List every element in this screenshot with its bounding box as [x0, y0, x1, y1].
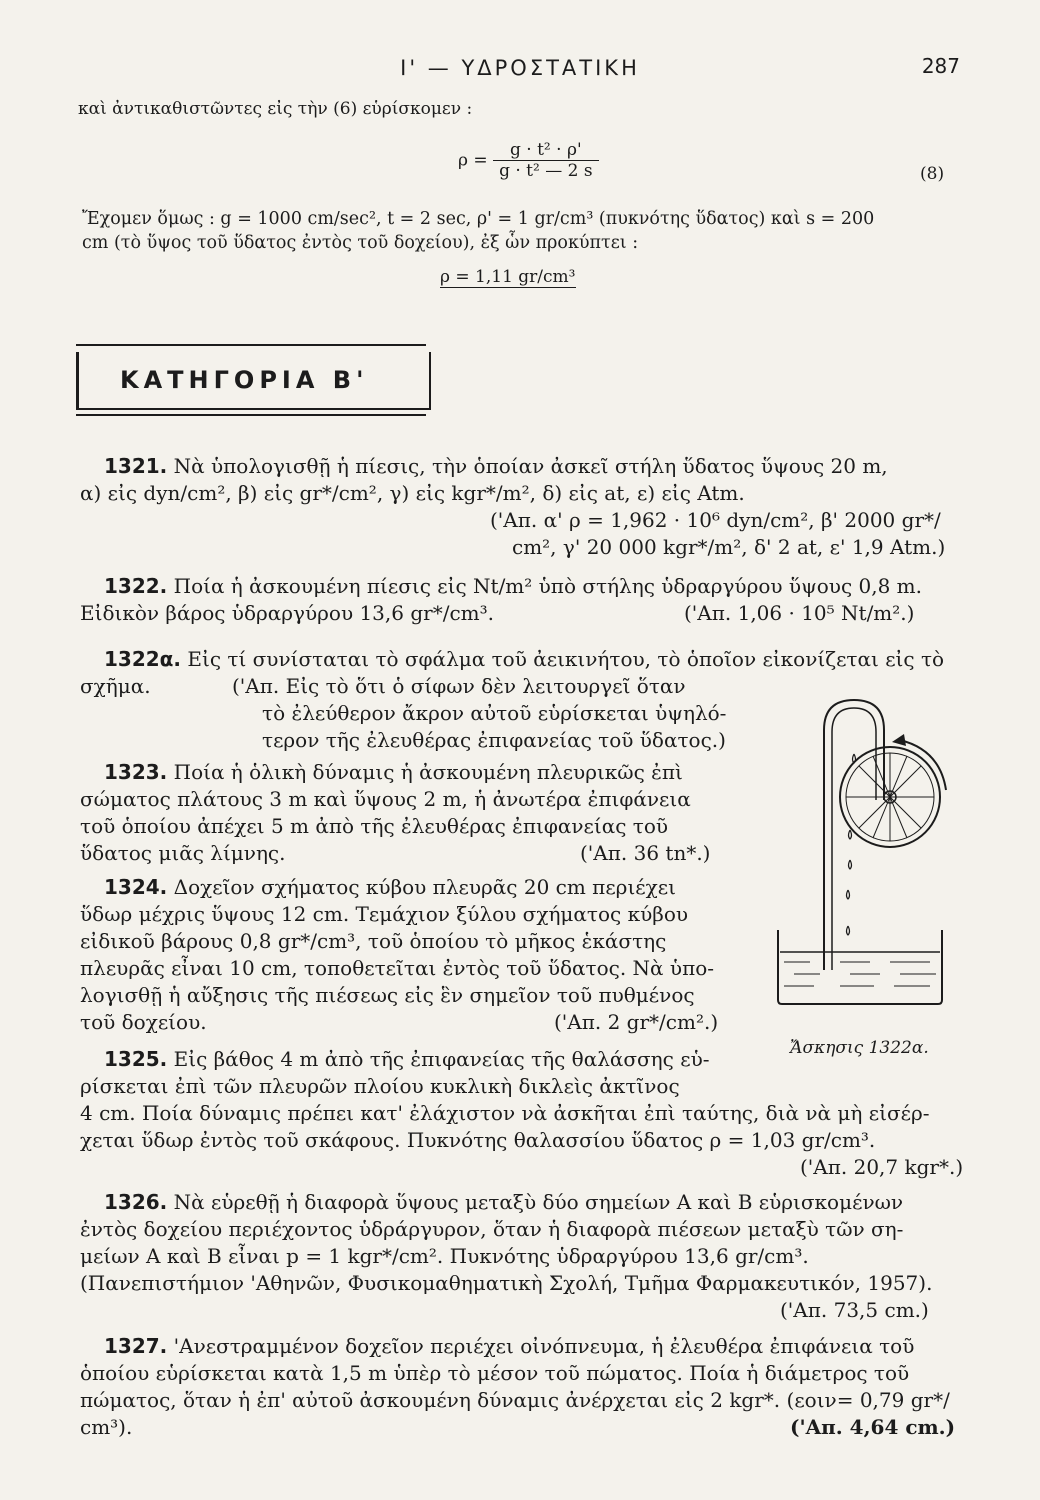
problem-1322-line-2: Εἰδικὸν βάρος ὑδραργύρου 13,6 gr*/cm³. [80, 601, 494, 625]
problem-1326-line-3: μείων Α καὶ Β εἶναι p = 1 kgr*/cm². Πυκνότης ὑδραργύρου 13,6 gr/cm³. [80, 1244, 809, 1268]
problem-1322a-line-4: τερον τῆς ἐλευθέρας ἐπιφανείας τοῦ ὕδατος.) [262, 728, 726, 752]
problem-text: Ποία ἡ ἀσκουμένη πίεσις εἰς Nt/m² ὑπὸ στήλης ὑδραργύρου ὕψους 0,8 m. [167, 574, 922, 598]
problem-text: Δοχεῖον σχήματος κύβου πλευρᾶς 20 cm περιέχει [167, 875, 676, 899]
problem-text: Ποία ἡ ὁλικὴ δύναμις ἡ ἀσκουμένη πλευρικῶς ἐπὶ [167, 760, 683, 784]
formula-tag: (8) [920, 164, 945, 184]
given-data-line-1: Ἔχομεν ὅμως : g = 1000 cm/sec², t = 2 sec, ρ' = 1 gr/cm³ (πυκνότης ὕδατος) καὶ s = 200 [82, 209, 875, 229]
siphon-tube-outer [824, 700, 884, 970]
problem-1324-answer: ('Απ. 2 gr*/cm².) [554, 1010, 719, 1034]
problem-1326-line-2: ἐντὸς δοχείου περιέχοντος ὑδράργυρον, ὅταν ἡ διαφορὰ πιέσεων μεταξὺ τῶν ση- [80, 1217, 904, 1241]
formula-fraction [493, 140, 599, 181]
siphon-tube-inner [832, 708, 876, 970]
problem-1321-line-2: α) εἰς dyn/cm², β) εἰς gr*/cm², γ) εἰς kgr*/m², δ) εἰς at, ε) εἰς Atm. [80, 481, 745, 505]
problem-1325-line-2: ρίσκεται ἐπὶ τῶν πλευρῶν πλοίου κυκλικὴ δικλεὶς ἀκτῖνος [80, 1074, 680, 1098]
problem-1324-line-1 [104, 874, 676, 900]
problem-1322a-line-1 [104, 646, 944, 672]
problem-1325-answer: ('Απ. 20,7 kgr*.) [800, 1155, 964, 1179]
result-value: ρ = 1,11 gr/cm³ [440, 267, 576, 287]
formula-8 [458, 140, 599, 181]
problem-text: Εἰς βάθος 4 m ἀπὸ τῆς ἐπιφανείας τῆς θαλάσσης εὑ- [167, 1047, 710, 1071]
siphon-figure [770, 690, 970, 1030]
problem-text: 'Ανεστραμμένον δοχεῖον περιέχει οἰνόπνευμα, ἡ ἐλευθέρα ἐπιφάνεια τοῦ [167, 1334, 915, 1358]
problem-1323-line-1 [104, 759, 683, 785]
problem-number: 1322. [104, 574, 168, 598]
problem-1323-line-2: σώματος πλάτους 3 m καὶ ὕψους 2 m, ἡ ἀνωτέρα ἐπιφάνεια [80, 787, 691, 811]
problem-1327-line-1 [104, 1333, 914, 1359]
problem-1323-answer: ('Απ. 36 tn*.) [580, 841, 711, 865]
intro-line: καὶ ἀντικαθιστῶντες εἰς τὴν (6) εὑρίσκομεν : [78, 99, 473, 119]
water-drops [847, 754, 856, 935]
running-header: Ι' — ΥΔΡΟΣΤΑΤΙΚΗ [400, 56, 640, 80]
problem-number: 1327. [104, 1334, 168, 1358]
problem-1324-line-2: ὕδωρ μέχρις ὕψους 12 cm. Τεμάχιον ξύλου σχήματος κύβου [80, 902, 689, 926]
problem-1327-line-2: ὁποίου εὑρίσκεται κατὰ 1,5 m ὑπὲρ τὸ μέσον τοῦ πώματος. Ποία ἡ διάμετρος τοῦ [80, 1361, 910, 1385]
problem-text: Νὰ εὑρεθῇ ἡ διαφορὰ ὕψους μεταξὺ δύο σημείων Α καὶ Β εὑρισκομένων [167, 1190, 904, 1214]
problem-1323-line-4: ὕδατος μιᾶς λίμνης. [80, 841, 286, 865]
water-hatching [784, 962, 936, 986]
arrow-head-icon [892, 734, 906, 746]
problem-number: 1324. [104, 875, 168, 899]
problem-1321-line-1 [104, 453, 888, 479]
problem-1324-line-5: λογισθῇ ἡ αὔξησις τῆς πιέσεως εἰς ἓν σημεῖον τοῦ πυθμένος [80, 983, 695, 1007]
problem-1326-line-4: (Πανεπιστήμιον 'Αθηνῶν, Φυσικομαθηματικὴ Σχολή, Τμῆμα Φαρμακευτικόν, 1957). [80, 1271, 933, 1295]
category-title: ΚΑΤΗΓΟΡΙΑ Β' [120, 366, 369, 394]
problem-1323-line-3: τοῦ ὁποίου ἀπέχει 5 m ἀπὸ τῆς ἐλευθέρας ἐπιφανείας τοῦ [80, 814, 669, 838]
result [440, 264, 576, 290]
problem-1322a-line-2a: σχῆμα. [80, 674, 151, 698]
formula-numerator: g · t² · ρ' [493, 140, 599, 161]
formula-denominator: g · t² — 2 s [499, 161, 593, 181]
problem-1325-line-3: 4 cm. Ποία δύναμις πρέπει κατ' ἐλάχιστον νὰ ἀσκῆται ἐπὶ ταύτης, διὰ νὰ μὴ εἰσέρ- [80, 1101, 930, 1125]
problem-1327-line-3: πώματος, ὅταν ἡ ἐπ' αὐτοῦ ἀσκουμένη δύναμις ἀνέρχεται εἰς 2 kgr*. (εοιν= 0,79 gr*/ [80, 1388, 950, 1412]
problem-number: 1326. [104, 1190, 168, 1214]
problem-1325-line-4: χεται ὕδωρ ἐντὸς τοῦ σκάφους. Πυκνότης θαλασσίου ὕδατος ρ = 1,03 gr/cm³. [80, 1128, 876, 1152]
problem-1325-line-1 [104, 1046, 710, 1072]
problem-text: Εἰς τί συνίσταται τὸ σφάλμα τοῦ ἀεικινήτου, τὸ ὁποῖον εἰκονίζεται εἰς τὸ [181, 647, 945, 671]
problem-1322-line-1 [104, 573, 922, 599]
formula-lhs: ρ = [458, 150, 488, 171]
category-rule-top [76, 344, 426, 346]
problem-1322a-line-3: τὸ ἐλεύθερον ἄκρον αὐτοῦ εὑρίσκεται ὑψηλό- [262, 701, 727, 725]
problem-1322a-line-2b: ('Απ. Εἰς τὸ ὅτι ὁ σίφων δὲν λειτουργεῖ ὅταν [232, 674, 686, 698]
problem-number: 1321. [104, 454, 168, 478]
water-tank [778, 930, 942, 1004]
rotation-arrow [900, 740, 946, 790]
problem-1321-answer-1: ('Απ. α' ρ = 1,962 · 10⁶ dyn/cm², β' 2000 gr*/ [490, 508, 941, 532]
problem-1326-line-1 [104, 1189, 903, 1215]
given-data-line-2: cm (τὸ ὕψος τοῦ ὕδατος ἐντὸς τοῦ δοχείου), ἐξ ὧν προκύπτει : [82, 233, 639, 253]
category-rule-bottom [76, 414, 426, 416]
figure-caption: Ἄσκησις 1322α. [790, 1038, 929, 1058]
problem-1327-line-4: cm³). [80, 1415, 133, 1439]
problem-number: 1325. [104, 1047, 168, 1071]
problem-text: Νὰ ὑπολογισθῇ ἡ πίεσις, τὴν ὁποίαν ἀσκεῖ στήλη ὕδατος ὕψους 20 m, [167, 454, 888, 478]
problem-1326-answer: ('Απ. 73,5 cm.) [780, 1298, 929, 1322]
problem-1324-line-6: τοῦ δοχείου. [80, 1010, 207, 1034]
problem-1322-answer: ('Απ. 1,06 · 10⁵ Nt/m².) [684, 601, 915, 625]
problem-1324-line-3: εἰδικοῦ βάρους 0,8 gr*/cm³, τοῦ ὁποίου τὸ μῆκος ἑκάστης [80, 929, 667, 953]
problem-1327-answer: ('Απ. 4,64 cm.) [790, 1415, 956, 1439]
problem-number: 1322α. [104, 647, 182, 671]
problem-1321-answer-2: cm², γ' 20 000 kgr*/m², δ' 2 at, ε' 1,9 Atm.) [512, 535, 946, 559]
problem-number: 1323. [104, 760, 168, 784]
problem-1324-line-4: πλευρᾶς εἶναι 10 cm, τοποθετεῖται ἐντὸς τοῦ ὕδατος. Νὰ ὑπο- [80, 956, 715, 980]
page-number: 287 [921, 54, 960, 78]
